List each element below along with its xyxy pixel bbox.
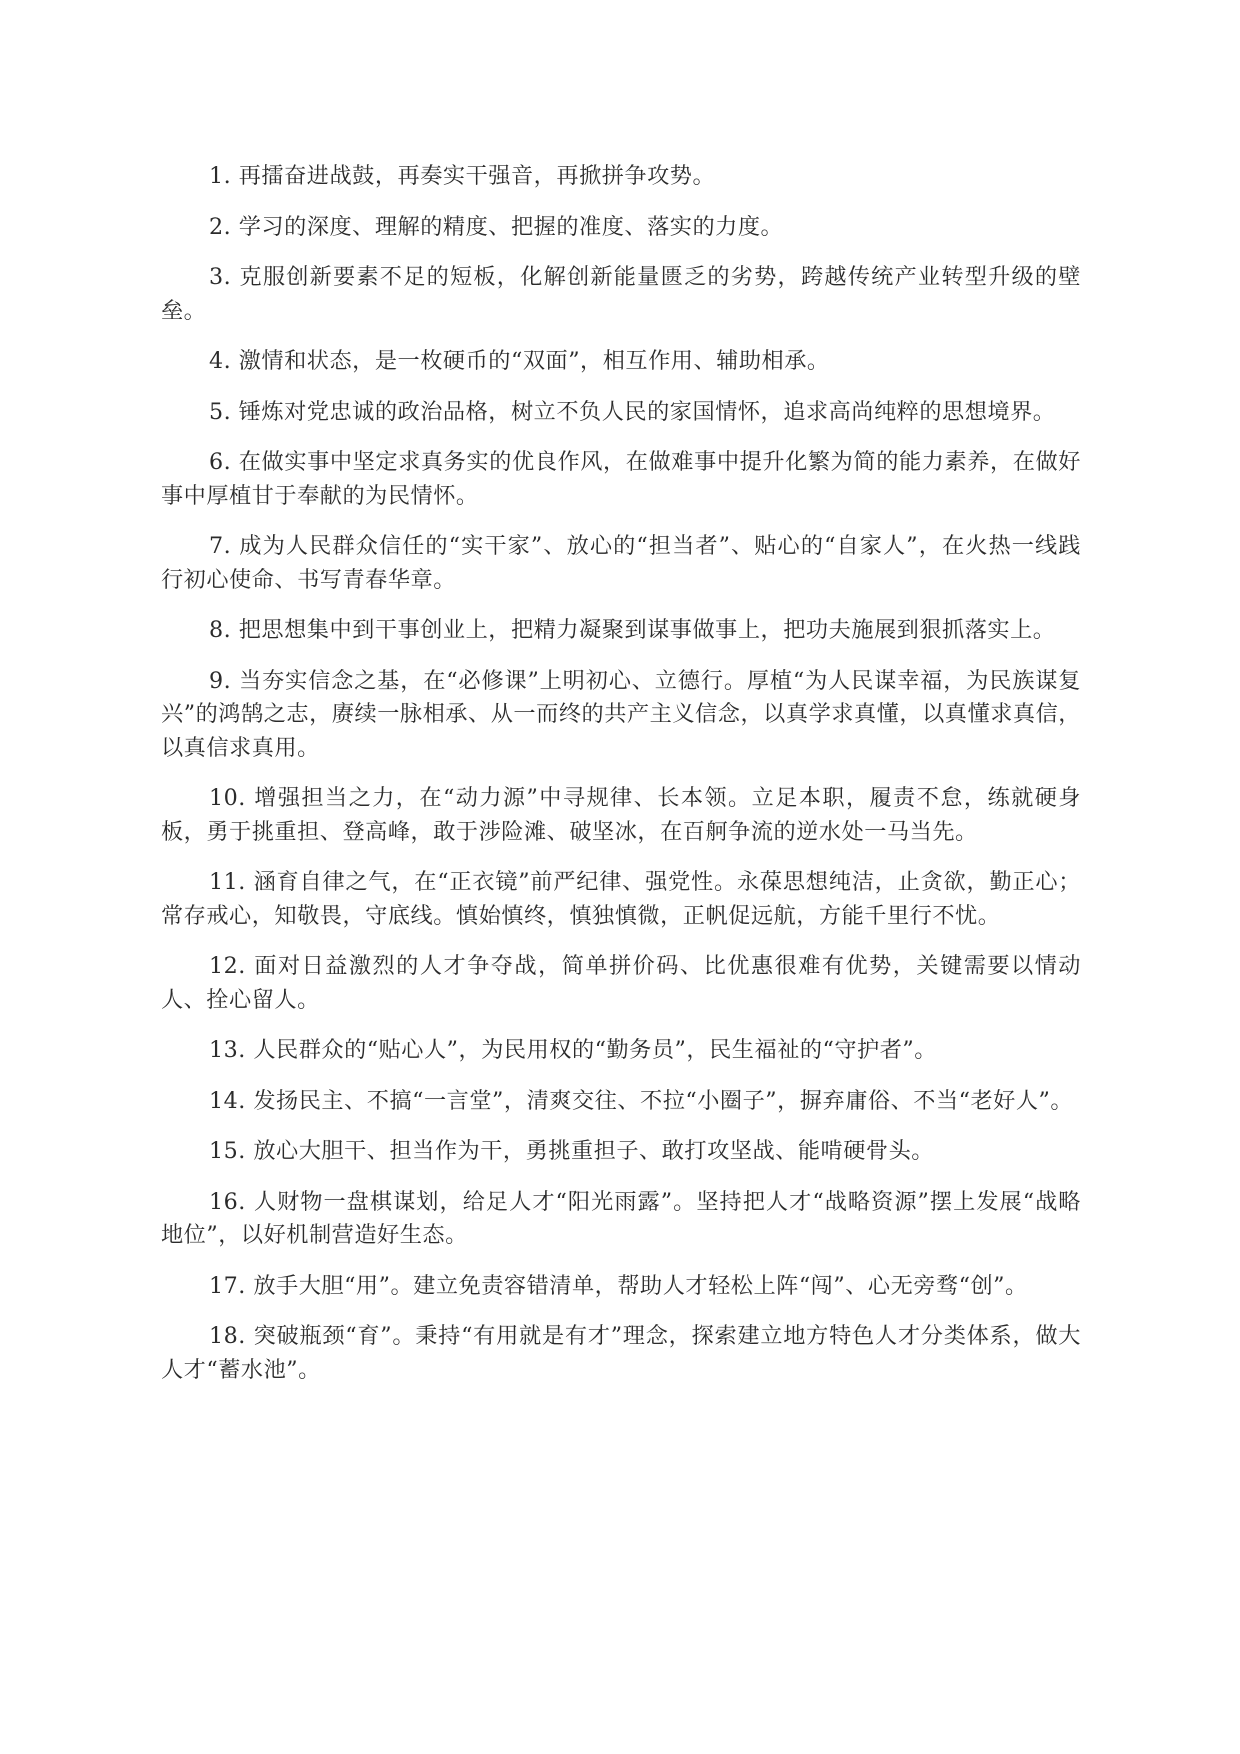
list-item: 17. 放手大胆“用”。建立免责容错清单，帮助人才轻松上阵“闯”、心无旁骛“创”。 <box>209 1272 1028 1299</box>
list-item: 16. 人财物一盘棋谋划，给足人才“阳光雨露”。坚持把人才“战略资源”摆上发展“战略地位”，以好机制营造好生态。 <box>161 1188 1081 1248</box>
list-item: 12. 面对日益激烈的人才争夺战，简单拼价码、比优惠很难有优势，关键需要以情动人、拴心留人。 <box>161 953 1081 1013</box>
list-item: 3. 克服创新要素不足的短板，化解创新能量匮乏的劣势，跨越传统产业转型升级的壁垒。 <box>161 264 1081 324</box>
list-item: 9. 当夯实信念之基，在“必修课”上明初心、立德行。厚植“为人民谋幸福，为民族谋复兴”的鸿鹄之志，赓续一脉相承、从一而终的共产主义信念，以真学求真懂，以真懂求真信，以真信求真用。 <box>161 667 1081 761</box>
list-item: 14. 发扬民主、不搞“一言堂”，清爽交往、不拉“小圈子”，摒弃庸俗、不当“老好人”。 <box>209 1087 1074 1114</box>
list-item: 6. 在做实事中坚定求真务实的优良作风，在做难事中提升化繁为简的能力素养，在做好事中厚植甘于奉献的为民情怀。 <box>161 449 1081 509</box>
list-item: 8. 把思想集中到干事创业上，把精力凝聚到谋事做事上，把功夫施展到狠抓落实上。 <box>209 617 1056 643</box>
list-item: 7. 成为人民群众信任的“实干家”、放心的“担当者”、贴心的“自家人”，在火热一线践行初心使命、书写青春华章。 <box>161 533 1081 593</box>
list-item: 15. 放心大胆干、担当作为干，勇挑重担子、敢打攻坚战、能啃硬骨头。 <box>209 1138 934 1164</box>
list-item: 11. 涵育自律之气，在“正衣镜”前严纪律、强党性。永葆思想纯洁，止贪欲，勤正心；常存戒心，知敬畏，守底线。慎始慎终，慎独慎微，正帆促远航，方能千里行不忧。 <box>161 869 1081 929</box>
list-item: 2. 学习的深度、理解的精度、把握的准度、落实的力度。 <box>209 213 784 240</box>
list-item: 18. 突破瓶颈“育”。秉持“有用就是有才”理念，探索建立地方特色人才分类体系，做大人才“蓄水池”。 <box>161 1323 1081 1383</box>
list-item: 13. 人民群众的“贴心人”，为民用权的“勤务员”，民生福祉的“守护者”。 <box>209 1037 937 1063</box>
document-body <box>161 160 1081 1404</box>
list-item: 4. 激情和状态，是一枚硬币的“双面”，相互作用、辅助相承。 <box>209 348 830 374</box>
list-item: 5. 锤炼对党忠诚的政治品格，树立不负人民的家国情怀，追求高尚纯粹的思想境界。 <box>209 398 1056 425</box>
list-item: 10. 增强担当之力，在“动力源”中寻规律、长本领。立足本职，履责不怠，练就硬身板，勇于挑重担、登高峰，敢于涉险滩、破坚冰，在百舸争流的逆水处一马当先。 <box>161 785 1081 845</box>
list-item: 1. 再擂奋进战鼓，再奏实干强音，再掀拼争攻势。 <box>209 163 716 189</box>
